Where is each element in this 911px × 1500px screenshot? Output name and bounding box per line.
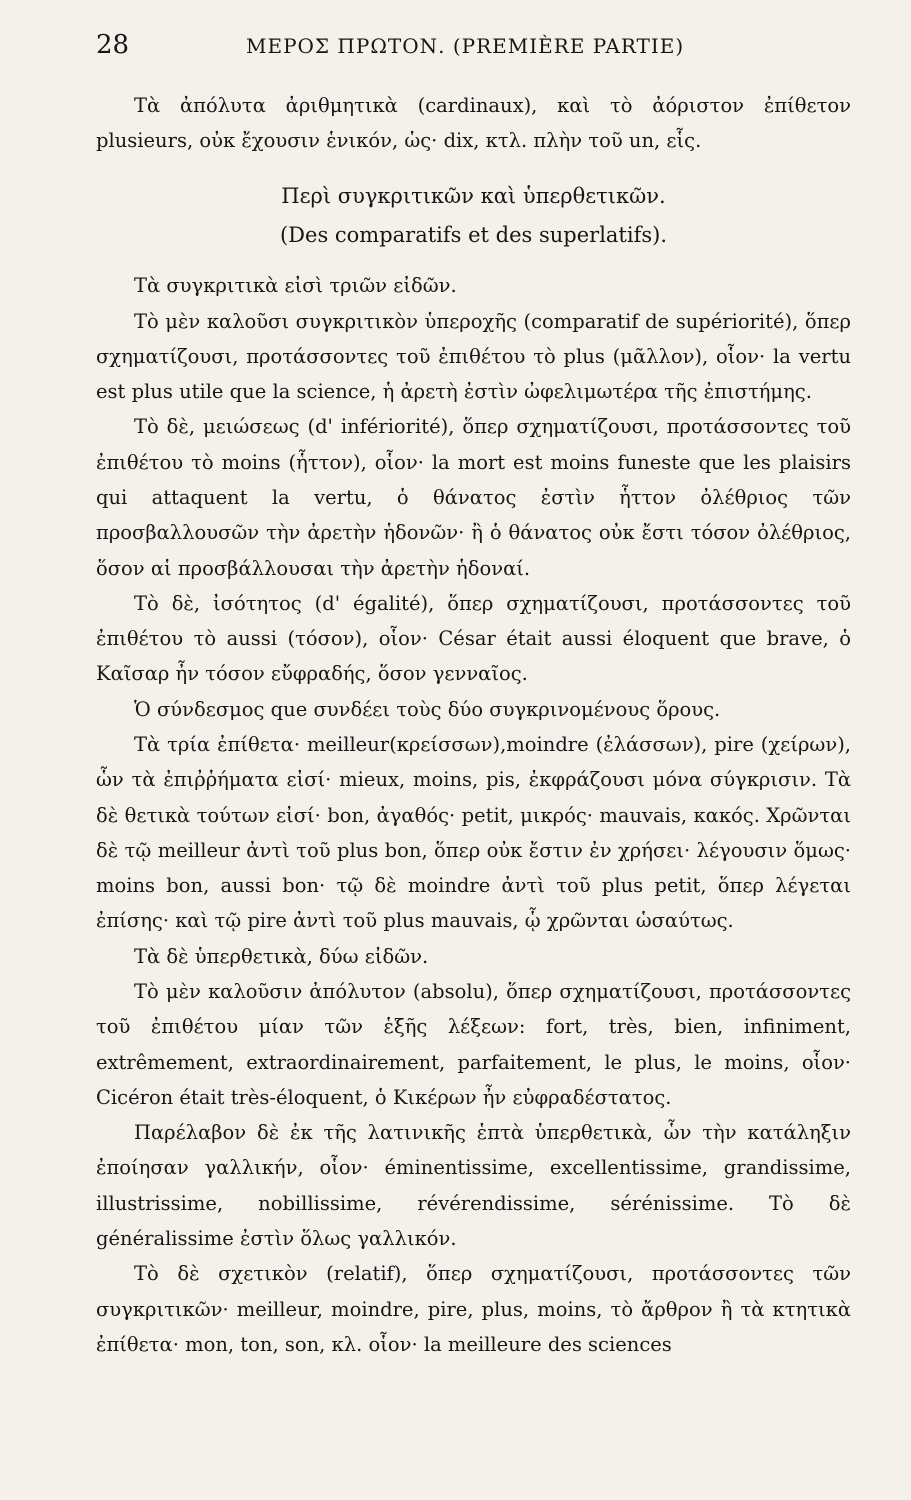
body-text	[96, 88, 851, 1362]
running-head	[96, 30, 851, 78]
paragraph: Τὸ δὲ, μειώσεως (d' infériorité), ὅπερ σχηματίζουσι, προτάσσοντες τοῦ ἐπιθέτου τὸ moins (ἧττον), οἷον· la mort est moins funeste que les plaisirs qui attaquent la vertu, ὁ θάνατος ἐστὶν ἧττον ὀλέθριος τῶν προσβαλλουσῶν τὴν ἀρετὴν ἡδονῶν· ἢ ὁ θάνατος οὐκ ἔστι τόσον ὀλέθριος, ὅσον αἱ προσβάλλουσαι τὴν ἀρετὴν ἡδοναί.	[96, 415, 851, 580]
paragraph-intro: Τὰ ἀπόλυτα ἀριθμητικὰ (cardinaux), καὶ τὸ ἀόριστον ἐπίθετον plusieurs, οὐκ ἔχουσιν ἑνικόν, ὡς· dix, κτλ. πλὴν τοῦ un, εἷς.	[96, 94, 851, 153]
paragraph: Τὰ τρία ἐπίθετα· meilleur(κρείσσων),moindre (ἐλάσσων), pire (χείρων), ὧν τὰ ἐπιῤῥήματα εἰσί· mieux, moins, pis, ἐκφράζουσι μόνα σύγκρισιν. Τὰ δὲ θετικὰ τούτων εἰσί· bon, ἀγαθός· petit, μικρός· mauvais, κακός. Χρῶνται δὲ τῷ meilleur ἀντὶ τοῦ plus bon, ὅπερ οὐκ ἔστιν ἐν χρήσει· λέγουσιν ὅμως· moins bon, aussi bon· τῷ δὲ moindre ἀντὶ τοῦ plus petit, ὅπερ λέγεται ἐπίσης· καὶ τῷ pire ἀντὶ τοῦ plus mauvais, ᾧ χρῶνται ὡσαύτως.	[96, 733, 851, 933]
paragraph: Τὸ δὲ σχετικὸν (relatif), ὅπερ σχηματίζουσι, προτάσσοντες τῶν συγκριτικῶν· meilleur, moindre, pire, plus, moins, τὸ ἄρθρον ἢ τὰ κτητικὰ ἐπίθετα· mon, ton, son, κλ. οἷον· la meilleure des sciences	[96, 1262, 851, 1356]
running-head-title: ΜΕΡΟΣ ΠΡΩΤΟΝ. (PREMIÈRE PARTIE)	[246, 34, 685, 58]
paragraph: Τὰ συγκριτικὰ εἰσὶ τριῶν εἰδῶν.	[134, 274, 457, 298]
paragraph: Ὁ σύνδεσμος que συνδέει τοὺς δύο συγκρινομένους ὅρους.	[134, 697, 721, 721]
section-title: Περὶ συγκριτικῶν καὶ ὑπερθετικῶν.	[281, 183, 666, 208]
section-subtitle: (Des comparatifs et des superlatifs).	[279, 223, 667, 248]
paragraph: Τὰ δὲ ὑπερθετικὰ, δύω εἰδῶν.	[134, 944, 429, 968]
paragraph: Παρέλαβον δὲ ἐκ τῆς λατινικῆς ἑπτὰ ὑπερθετικὰ, ὧν τὴν κατάληξιν ἐποίησαν γαλλικήν, οἷον· éminentissime, excellentissime, grandissime, illustrissime, nobillissime, révérendissime, sérénissime. Τὸ δὲ généralissime ἐστὶν ὅλως γαλλικόν.	[96, 1121, 851, 1250]
paragraph: Τὸ μὲν καλοῦσιν ἀπόλυτον (absolu), ὅπερ σχηματίζουσι, προτάσσοντες τοῦ ἐπιθέτου μίαν τῶν ἑξῆς λέξεων: fort, très, bien, infiniment, extrêmement, extraordinairement, parfaitement, le plus, le moins, οἷον· Cicéron était très-éloquent, ὁ Κικέρων ἦν εὐφραδέστατος.	[96, 979, 851, 1109]
paragraph: Τὸ μὲν καλοῦσι συγκριτικὸν ὑπεροχῆς (comparatif de supériorité), ὅπερ σχηματίζουσι, προτάσσοντες τοῦ ἐπιθέτου τὸ plus (μᾶλλον), οἷον· la vertu est plus utile que la science, ἡ ἀρετὴ ἐστὶν ὠφελιμωτέρα τῆς ἐπιστήμης.	[96, 309, 851, 404]
page-number: 28	[96, 30, 130, 60]
paragraph: Τὸ δὲ, ἰσότητος (d' égalité), ὅπερ σχηματίζουσι, προτάσσοντες τοῦ ἐπιθέτου τὸ aussi (τόσον), οἷον· César était aussi éloquent que brave, ὁ Καῖσαρ ἦν τόσον εὔφραδής, ὅσον γενναῖος.	[96, 591, 851, 686]
